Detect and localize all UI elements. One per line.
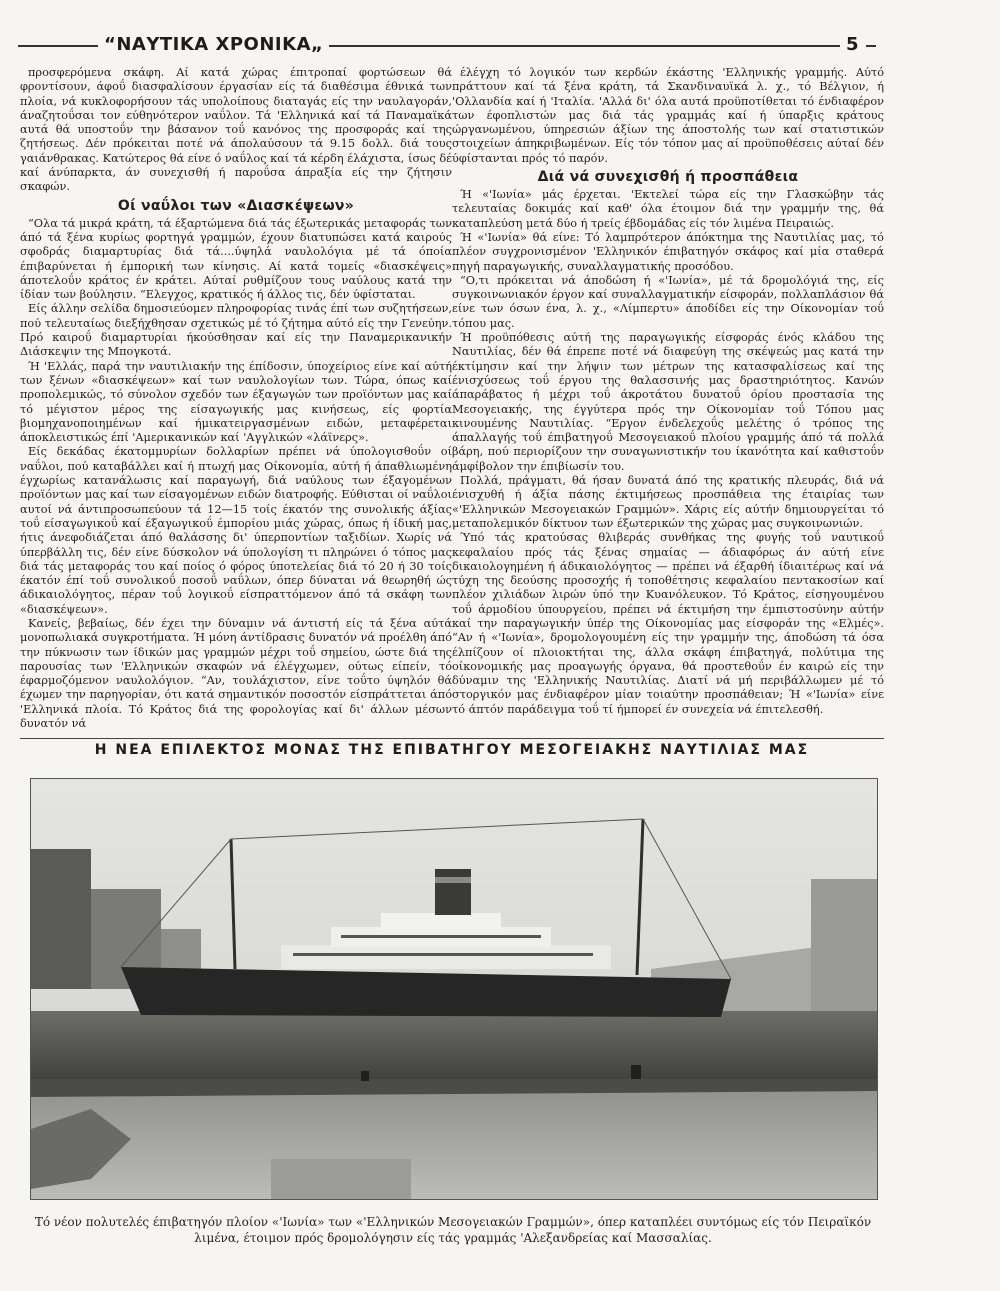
publication-title: “ΝΑΥΤΙΚΑ ΧΡΟΝΙΚΑ„ <box>98 34 329 55</box>
left-column <box>20 66 452 734</box>
left-paragraph: “Ολα τά μικρά κράτη, τά έξαρτώμενα διά τάς έξωτερικάς μεταφοράς των άπό τά ξένα κυρίως φορτηγά γραμμών, έχουν διατυπώσει κατά καιρούς σφοδράς διαμαρτυρίας διά τά....ύψηλά ναυλολόγια μέ τά όποία έπιβαρύνεται ή έμπορική των κίνησις. Αί κατά τομείς «διασκέψεις» άποτελοΰν κράτος έν κράτει. Αύταί ρυθμίζουν τους ναύλους κατά την ίδίαν των βούλησιν. “Ελεγχος, κρατικός ή άλλος τις, δέν ύφίσταται. <box>20 216 452 302</box>
header-rule-middle <box>280 45 840 47</box>
right-paragraph: “Ο,τι πρόκειται νά άποδώση ή «'Ιωνία», μέ τά δρομολόγιά της, είς συγκοινωνιακόν έργον καί συναλλαγματικήν είσφοράν, πολλαπλάσιον θά είνε των όσων ένα, λ. χ., «Λίμπερτυ» άποδίδει είς την Οίκονομίαν τοΰ τόπου μας. <box>452 273 884 330</box>
right-intro-paragraph: έλέγχη τό λογικόν των κερδών έκάστης 'Ελληνικής γραμμής. Αύτό πράττουν καί τά ξένα κράτη, τά Σκανδιναυϊκά λ. χ., τό Βέλγιον, ή 'Ολλανδία καί ή 'Ιταλία. 'Αλλά δι' όλα αυτά προϋποτίθεται τό ένδιαφέρον των έφοπλιστών μας διά τάς γραμμάς καί ή ύπαρξις κράτους ώργανωμένου, ύπηρεσιών άξίων της άποστολής των καί στατιστικών στοιχείων άπηκριβωμένων. Είς τόν τόπον μας αί προϋποθέσεις αύταί δέν ύφίστανται πρός τό παρόν. <box>452 66 884 165</box>
left-paragraph: Κανείς, βεβαίως, δέν έχει την δύναμιν νά άντιστή είς τά ξένα αύτά μονοπωλιακά συγκροτήματα. Ή μόνη άντίδρασις δυνατόν νά προέλθη άπό την πύκνωσιν των ίδικών μας γραμμών μέχρι τοΰ σημείου, ώστε διά της παρουσίας των 'Ελληνικών σκαφών νά έλέγχωμεν, ούτως είπείν, τό έφαρμοζόμενον ναυλολόγιον. “Αν, τουλάχιστον, είνε τοΰτο ύψηλόν θά έχωμεν την παρηγορίαν, ότι κατά σημαντικόν ποσοστόν είσπράττεται άπό 'Ελληνικά πλοία. Τό Κράτος διά της φορολογίας καί δι' άλλων μέσων δυνατόν νά <box>20 616 452 731</box>
ship-photograph <box>30 778 878 1200</box>
right-section-heading: Διά νά συνεχισθή ή προσπάθεια <box>537 169 799 186</box>
section-divider <box>20 738 884 739</box>
header-rule-right <box>866 45 876 47</box>
photo-caption: Τό νέον πολυτελές έπιβατηγόν πλοίον «'Ιωνία» των «'Ελληνικών Μεσογειακών Γραμμών», όπερ καταπλέει συντόμως είς τόν Πειραϊκόν λιμένα, έτοιμον πρός δρομολόγησιν είς τάς γραμμάς 'Αλεξανδρείας καί Μασσαλίας. <box>34 1215 872 1245</box>
left-paragraph: Είς δεκάδας έκατομμυρίων δολλαρίων πρέπει νά ύπολογισθοΰν οί ναΰλοι, πού καταβάλλει καί ή πτωχή μας Οίκονομία, αύτή ή άπαθλιωμένη έγχωρίως κατανάλωσις καί παραγωγή, διά ναύλους των έξαγομένων προϊόντων μας καί των είσαγομένων ειδών διατροφής. Εύθισται οί ναΰλοι αυτοί νά άντιπροσωπεύουν τά 12—15 τοίς έκατόν της συνολικής άξίας τοΰ είσαγωγικοΰ καί έξαγωγικοΰ έμπορίου μιάς χώρας, όπως ή ίδική μας, ήτις άνεφοδιάζεται άπό θαλάσσης δι' ύπερποντίων ταξιδίων. Χωρίς νά ύπερβάλλη τις, δέν είνε δύσκολον νά ύπολογίση τι πληρώνει ό τόπος μας διά τάς μεταφοράς του καί ποίος ό φόρος ύποτελείας διά τό 20 ή 30 τοίς έκατόν έπί τοΰ συνολικοΰ ποσοΰ ναΰλων, όπερ δύναται νά θεωρηθή ώς άδικαιολόγητος, πέραν τοΰ λογικοΰ είσπραττόμενον άπό τά σκάφη των «διασκέψεων». <box>20 445 452 616</box>
right-paragraph: Ή «'Ιωνία» θά είνε: Τό λαμπρότερον άπόκτημα της Ναυτιλίας μας, τό πλέον συγχρονισμένον 'Ελληνικόν έπιβατηγόν σκάφος καί μία σταθερά πηγή παραγωγικής, συναλλαγματικής προσόδου. <box>452 230 884 273</box>
page-number: 5 <box>840 34 865 55</box>
right-paragraph: Πολλά, πράγματι, θά ήσαν δυνατά άπό της κρατικής πλευράς, διά νά ένισχυθή ή άξία πάσης έκτιμήσεως προσπάθεια της έταιρίας των «'Ελληνικών Μεσογειακών Γραμμών». Χάρις είς αύτήν δημιουργείται τό μεταπολεμικόν δίκτυον των έξωτερικών της χώρας μας συγκοινωνιών. <box>452 474 884 530</box>
photo-section-title: Η ΝΕΑ ΕΠΙΛΕΚΤΟΣ ΜΟΝΑΣ ΤΗΣ ΕΠΙΒΑΤΗΓΟΥ ΜΕΣΟΓΕΙΑΚΗΣ ΝΑΥΤΙΛΙΑΣ ΜΑΣ <box>94 742 810 758</box>
right-column <box>452 66 884 734</box>
left-section-heading: Οί ναΰλοι των «Διασκέψεων» <box>117 197 355 214</box>
header-rule-left <box>18 45 98 47</box>
page-header <box>18 34 876 58</box>
right-paragraph: Ή προϋπόθεσις αύτή της παραγωγικής είσφοράς ένός κλάδου της Ναυτιλίας, δέν θά έπρεπε ποτέ νά διαφεύγη της σκέψεώς μας κατά την έκτίμησιν καί την λήψιν των μέτρων της κατασφαλίσεως καί της ένισχύσεως τοΰ έργου της θαλασσινής μας δραστηριότητος. Κανών άπαράβατος ή μέχρι τοΰ άκροτάτου δυνατοΰ όρίου προστασία της Μεσογειακής, της έγγύτερα πρός την Οίκονομίαν τοΰ Τόπου μας κινουμένης Ναυτιλίας. “Εργον ένδελεχοΰς μελέτης ό τρόπος της άπαλλαγής τοΰ έπιβατηγοΰ Μεσογειακοΰ πλοίου γραμμής άπό τά πολλά βάρη, πού περιορίζουν την συναγωνιστικήν του ίκανότητα καί καθιστοΰν άμφίβολον την έπιβίωσίν του. <box>452 331 884 473</box>
left-paragraph: Ή 'Ελλάς, παρά την ναυτιλιακήν της έπίδοσιν, ύποχείριος είνε καί αύτή των ξένων «διασκέψεων» καί των ναυλολογίων των. Τώρα, όπως καί προπολεμικώς, τό σύνολον σχεδόν των έξαγωγών των προϊόντων μας καί τό μέγιστον μέρος της είσαγωγικής μας κινήσεως, είς φορτία βιομηχανοποιημένων καί ήμικατειργασμένων ειδών, μεταφέρεται άποκλειστικώς έπί 'Αμερικανικών καί 'Αγγλικών «λάϊνερς». <box>20 359 452 445</box>
right-paragraph: Ύπό τάς κρατούσας θλιβεράς συνθήκας της φυγής τοΰ ναυτικοΰ κεφαλαίου πρός τάς ξένας σημαίας — άδιαφόρως άν αύτή είνε δικαιολογημένη ή άδικαιολόγητος — πρέπει νά έξαρθή ίδιαιτέρως καί νά τύχη της δεούσης προσοχής ή τοποθέτησις κεφαλαίου πεντακοσίων καί πλέον χιλιάδων λιρών ύπό την Κυανόλευκον. Τό Κράτος, είσηγουμένου τοΰ άρμοδίου ύπουργείου, πρέπει νά έκτιμήση την έμπιστοσύνην αύτήν καί την παραγωγικήν ύπέρ της Οίκονομίας μας είσφοράν της «Ελμές». “Αν ή «'Ιωνία», δρομολογουμένη είς την γραμμήν της, άποδώση τά όσα έλπίζουν οί πλοιοκτήται της, άλλα σκάφη έπιβατηγά, πολύτιμα της οίκονομικής μας προαγωγής όργανα, θά προστεθοΰν έν καιρώ είς την δύναμιν της 'Ελληνικής Ναυτιλίας. Διατί νά μή περιβάλλωμεν μέ τό στοργικόν μας ένδιαφέρον μίαν τοιαύτην προσπάθειαν; Ή «'Ιωνία» είνε τό άπτόν παράδειγμα τοΰ τί ήμπορεί έν συνεχεία νά έπιτελεσθή. <box>452 531 884 716</box>
left-paragraph: Είς άλλην σελίδα δημοσιεύομεν πληροφορίας τινάς έπί των συζητήσεων, πού τελευταίως διεξήχθησαν σχετικώς μέ τό ζήτημα αύτό είς την Γενεύην. Πρό καιροΰ διαμαρτυρίαι ήκούσθησαν καί είς την Παναμερικανικήν Διάσκεψιν της Μπογκοτά. <box>20 302 452 359</box>
left-intro-paragraph: προσφερόμενα σκάφη. Αί κατά χώρας έπιτροπαί φορτώσεων θά φροντίσουν, άφοΰ διασφαλίσουν έργασίαν είς τά διαθέσιμα έθνικά των πλοία, νά κυκλοφορήσουν τάς υπολοίπους διαταγάς είς την ναυλαγοράν, άναζητοΰσαι τον εύθηνότερον ναΰλον. Τά 'Ελληνικά καί τά Παναμαϊκά αυτά θά υποστοΰν την βάσανον τοΰ κανόνος της προσφοράς καί της ζητήσεως. Δέν πρόκειται ποτέ νά άπολαύσουν τά 9.15 δολλ. διά τους γαιάνθρακας. Κατώτερος θά είνε ό ναΰλος καί τά κέρδη έλάχιστα, ίσως δέ καί άνύπαρκτα, άν συνεχισθή ή παροΰσα άπραξία είς την ζήτησιν σκαφών. <box>20 66 452 194</box>
right-paragraph: Ή «'Ιωνία» μάς έρχεται. 'Εκτελεί τώρα είς την Γλασκώβην τάς τελευταίας δοκιμάς καί καθ' όλα έτοιμον διά την γραμμήν της, θά καταπλεύση μετά δύο ή τρείς έβδομάδας είς τόν λιμένα Πειραιώς. <box>452 188 884 230</box>
ship-photo-illustration <box>31 779 877 1199</box>
